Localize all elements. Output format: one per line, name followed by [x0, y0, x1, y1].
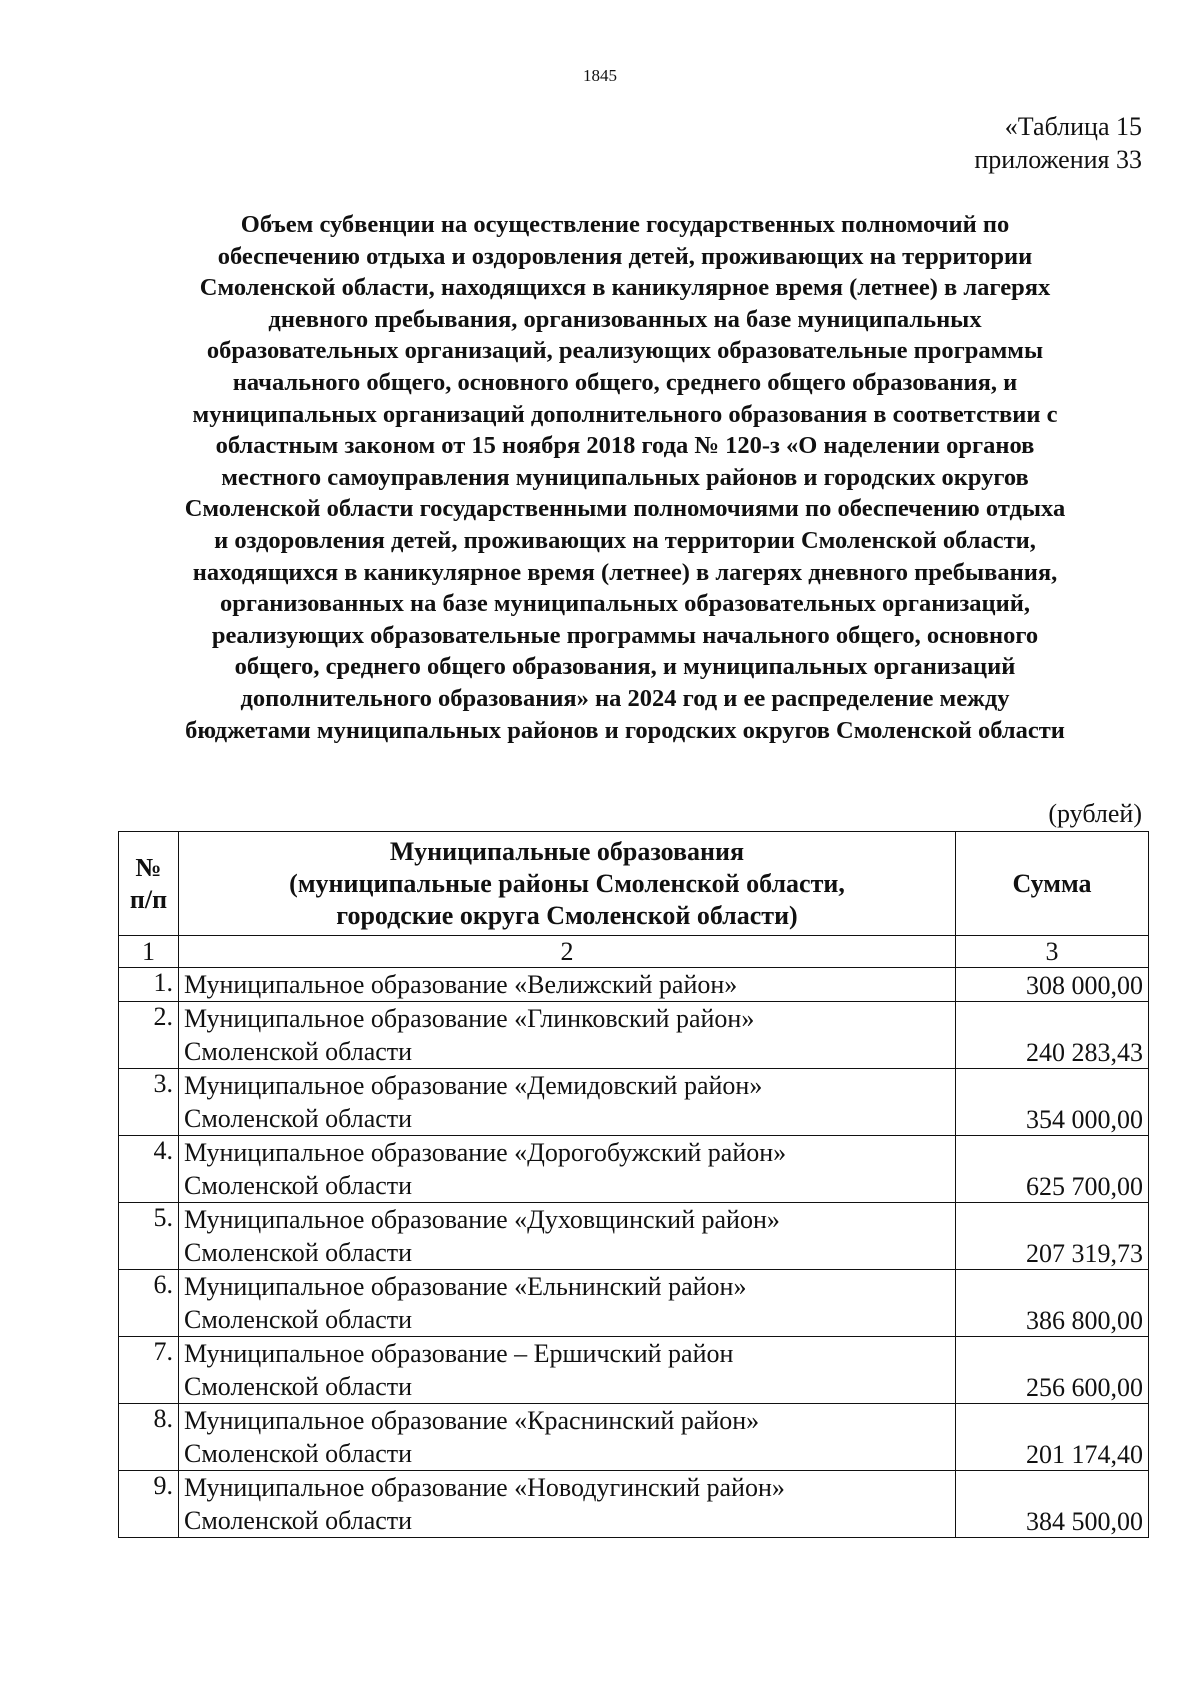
title-line: Объем субвенции на осуществление государственных полномочий по [240, 211, 1010, 238]
municipality-region-line: Смоленской области [184, 1238, 413, 1267]
municipality-region-line: Смоленской области [184, 1506, 413, 1535]
document-title [110, 209, 1140, 746]
page-number: 1845 [583, 66, 617, 85]
table-row [119, 1203, 1149, 1270]
title-line: реализующих образовательные программы начального общего, основного [211, 621, 1039, 649]
title-line: находящихся в каникулярное время (летнее) в лагерях дневного пребывания, [192, 558, 1058, 586]
row-number: 3. [119, 1069, 179, 1136]
title-line: бюджетами муниципальных районов и городских округов Смоленской области [185, 716, 1065, 744]
table-row [119, 1069, 1149, 1136]
municipality-name [179, 1069, 956, 1136]
subvention-table [118, 831, 1149, 1538]
subvention-amount: 240 283,43 [956, 1002, 1149, 1069]
table-row [119, 1002, 1149, 1069]
title-line: Смоленской области, находящихся в каникулярное время (летнее) в лагерях [199, 274, 1051, 302]
column-number: 2 [179, 936, 956, 968]
subvention-amount: 308 000,00 [956, 968, 1149, 1002]
table-row [119, 968, 1149, 1002]
municipality-name-line: Муниципальное образование «Ельнинский район» [184, 1272, 747, 1301]
row-number: 9. [119, 1471, 179, 1538]
subvention-amount: 386 800,00 [956, 1270, 1149, 1337]
municipality-region-line: Смоленской области [184, 1104, 413, 1133]
row-number: 7. [119, 1337, 179, 1404]
table-row [119, 1270, 1149, 1337]
municipality-region-line: Смоленской области [184, 1305, 413, 1334]
subvention-amount: 207 319,73 [956, 1203, 1149, 1270]
municipality-region-line: Смоленской области [184, 1037, 413, 1066]
municipality-region-line: Смоленской области [184, 1372, 413, 1401]
appendix-reference-line: приложения 33 [974, 145, 1142, 174]
row-number: 5. [119, 1203, 179, 1270]
title-line: организованных на базе муниципальных образовательных организаций, [219, 590, 1031, 618]
row-number: 6. [119, 1270, 179, 1337]
municipality-name-line: Муниципальное образование «Духовщинский район» [184, 1205, 780, 1234]
municipality-name [179, 1203, 956, 1270]
row-number: 4. [119, 1136, 179, 1203]
table-row [119, 1471, 1149, 1538]
title-line: образовательных организаций, реализующих образовательные программы [206, 337, 1044, 365]
table-header-row [119, 832, 1149, 936]
title-line: местного самоуправления муниципальных районов и городских округов [221, 463, 1029, 491]
municipality-name-line: Муниципальное образование «Новодугинский район» [184, 1473, 785, 1502]
header-number-abbrev: п/п [129, 884, 168, 914]
municipality-name [179, 1136, 956, 1203]
subvention-amount: 625 700,00 [956, 1136, 1149, 1203]
title-line: начального общего, основного общего, среднего общего образования, и [232, 368, 1018, 396]
municipality-name [179, 1270, 956, 1337]
header-municipality [179, 832, 956, 936]
column-number: 1 [119, 936, 179, 968]
row-number: 2. [119, 1002, 179, 1069]
municipality-name [179, 968, 956, 1002]
title-line: муниципальных организаций дополнительного образования в соответствии с [192, 400, 1058, 428]
header-municipality-line: (муниципальные районы Смоленской области, [289, 868, 845, 898]
column-number-row [119, 936, 1149, 968]
table-row [119, 1404, 1149, 1471]
units-label: (рублей) [1048, 799, 1142, 828]
subvention-amount: 354 000,00 [956, 1069, 1149, 1136]
title-line: общего, среднего общего образования, и муниципальных организаций [234, 653, 1016, 681]
title-line: обеспечению отдыха и оздоровления детей, проживающих на территории [217, 242, 1033, 270]
column-number: 3 [956, 936, 1149, 968]
municipality-region-line: Смоленской области [184, 1439, 413, 1468]
municipality-name-line: Муниципальное образование «Велижский район» [184, 970, 738, 999]
municipality-region-line: Смоленской области [184, 1171, 413, 1200]
header-municipality-line: Муниципальные образования [389, 836, 745, 866]
table-row [119, 1136, 1149, 1203]
municipality-name [179, 1337, 956, 1404]
municipality-name-line: Муниципальное образование – Ершичский район [184, 1339, 734, 1368]
header-number [119, 832, 179, 936]
header-sum: Сумма [956, 832, 1149, 936]
table-reference-line: «Таблица 15 [1004, 112, 1142, 141]
subvention-amount: 256 600,00 [956, 1337, 1149, 1404]
table-row [119, 1337, 1149, 1404]
row-number: 1. [119, 968, 179, 1002]
title-line: и оздоровления детей, проживающих на территории Смоленской области, [214, 526, 1036, 554]
title-line: Смоленской области государственными полномочиями по обеспечению отдыха [184, 495, 1066, 523]
municipality-name [179, 1471, 956, 1538]
municipality-name-line: Муниципальное образование «Дорогобужский район» [184, 1138, 787, 1167]
title-line: дополнительного образования» на 2024 год и ее распределение между [240, 684, 1010, 712]
municipality-name [179, 1404, 956, 1471]
row-number: 8. [119, 1404, 179, 1471]
header-municipality-line: городские округа Смоленской области) [336, 900, 798, 930]
subvention-amount: 201 174,40 [956, 1404, 1149, 1471]
municipality-name-line: Муниципальное образование «Демидовский район» [184, 1071, 763, 1100]
municipality-name-line: Муниципальное образование «Краснинский район» [184, 1406, 760, 1435]
title-line: дневного пребывания, организованных на базе муниципальных [268, 305, 982, 333]
table-reference [974, 110, 1142, 176]
municipality-name-line: Муниципальное образование «Глинковский район» [184, 1004, 755, 1033]
subvention-amount: 384 500,00 [956, 1471, 1149, 1538]
title-line: областным законом от 15 ноября 2018 года № 120-з «О наделении органов [215, 432, 1035, 460]
municipality-name [179, 1002, 956, 1069]
header-number-sign: № [135, 852, 162, 882]
